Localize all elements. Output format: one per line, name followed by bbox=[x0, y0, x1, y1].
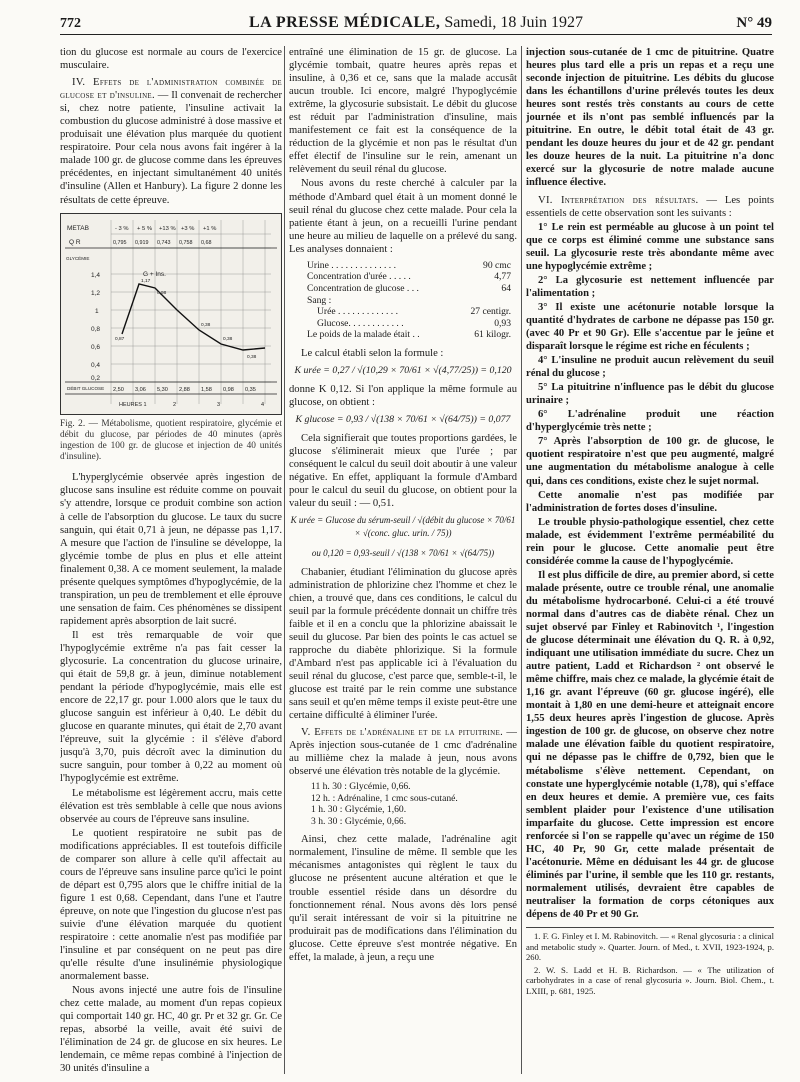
paragraph: tion du glucose est normale au cours de l'exercice musculaire. bbox=[60, 47, 282, 72]
formula-seuil: K urée = Glucose du sérum-seuil / √(débit du glucose × 70/61 × √(conc. gluc. urin. / 75)) bbox=[290, 515, 516, 539]
key-point: 4° L'insuline ne produit aucun relèvement du seuil rénal du glucose ; bbox=[526, 355, 774, 380]
paragraph: entraîné une élimination de 15 gr. de glucose. La glycémie tombait, quatre heures après repas et insuline, à 0,36 et ce, sans que la malade accusât aucun trouble. Ici encore, malgré l'hypoglycémie extrême, la glycosurie subsistait. Le débit du glucose est réduit par l'administration d'insuline, mais manifestement ce fait est la conséquence de la réduction de la glycémie et non pas le résultat d'un effet électif de l'insuline sur le rein, amenant un relèvement du seuil rénal du glucose. bbox=[289, 47, 517, 176]
issue-number: N° 49 bbox=[736, 15, 772, 31]
figure-caption: Fig. 2. — Métabolisme, quotient respiratoire, glycémie et débit du glucose, par périodes de 40 minutes (après ingestion de 100 gr. de glucose et injection de 40 unités d'insuline). bbox=[60, 418, 282, 463]
analysis-row bbox=[307, 329, 517, 341]
point-label: 0,38 bbox=[223, 336, 233, 342]
paragraph: L'hyperglycémie observée après ingestion de glucose sans insuline est réduite comme on pouvait s'y attendre, lorsque ce produit combine son action à celle de l'absorption du glucose. Le taux du sucre sanguin, qui était 0,71 à jeun, ne dépasse pas 1,17. A mesure que l'action de l'insuline se développe, la glycémie tombe de plus en plus et elle atteint finalement 0,38. A ce moment seulement, la malade présente quelques symptômes d'hypoglycémie, de la transpiration, un peu de tremblement et elle éprouve une sensation de faim. Ces phénomènes se dissipent rapidement après absorption de lait sucré. bbox=[60, 472, 282, 627]
paragraph: injection sous-cutanée de 1 cmc de pituitrine. Quatre heures plus tard elle a pris un repas et a reçu une seconde injection de pituitrine. Les débits du glucose dans les échantillons d'urine prélevés toutes les deux heures sont restés très constants au cours de cette journée et ils n'ont pas semblé influencés par la pituitrine. En outre, le débit total était de 43 gr. pendant les douze heures du jour et de 42 gr. pendant les douze heures de la nuit. La pituitrine n'a donc exercé sur la glycosurie de notre malade aucune influence élective. bbox=[526, 47, 774, 189]
section-5 bbox=[289, 726, 517, 778]
column-divider bbox=[521, 46, 522, 1074]
page-header bbox=[60, 12, 772, 35]
figure-svg bbox=[61, 214, 281, 412]
figure-2-chart bbox=[60, 213, 282, 415]
analysis-value: 90 cmc bbox=[483, 259, 511, 271]
y-tick: 1 bbox=[95, 307, 99, 315]
label-metab: METAB bbox=[67, 224, 89, 232]
y-tick: 1,4 bbox=[91, 271, 101, 279]
analyses-list bbox=[307, 260, 517, 341]
formula-urea: K urée = 0,27 / √(10,29 × 70/61 × √(4,77/25)) = 0,120 bbox=[294, 364, 512, 376]
paragraph: Chabanier, étudiant l'élimination du glucose après administration de phlorizine chez l'homme et chez le chien, a trouvé que, dans ces conditions, le calcul du seuil par la formule précédente donnait un chiffre très faible et il en a conclu que la phlorizine abaissait le seuil du glucose. Par bien des points le cas actuel se rapproche du diabète phlorizique. Si la formule d'Ambard n'est pas applicable ici à l'évaluation du seuil rénal du glucose, c'est parce que, semble-t-il, le glucose est traité par le rein comme une substance sans seuil et qu'en même temps il existe peut-être une certaine difficulté à éliminer l'urée. bbox=[289, 566, 517, 722]
paragraph: Ainsi, chez cette malade, l'adrénaline agit normalement, l'insuline de même. Il semble que les mécanismes antagonistes qui règlent le taux du glucose ne présentent aucune altération et que le trouble essentiel réside dans un désordre du fonctionnement rénal. Nous avons dès lors pensé qu'il serait intéressant de voir si la pituitrine ne produirait pas de modifications dans l'élimination du glucose. Cette épreuve s'est montrée négative. En effet, la malade, à jeun, a reçu une bbox=[289, 834, 517, 963]
paragraph: Le métabolisme est légèrement accru, mais cette élévation est très semblable à celle que nous avions observée au cours de l'épreuve sans insuline. bbox=[60, 787, 282, 825]
paragraph: Cela signifierait que toutes proportions gardées, le glucose s'éliminerait mieux que l'urée ; par conséquent le calcul du seuil doit aboutir à une valeur négative. En effet, appliquant la formule d'Ambard pour le calcul du seuil du glucose, on obtient pour la valeur du seuil : — 0,51. bbox=[289, 433, 517, 510]
analysis-label: Concentration de glucose . . . bbox=[307, 282, 419, 294]
qr-value: 0,919 bbox=[135, 239, 149, 246]
analysis-label: Urine . . . . . . . . . . . . . . bbox=[307, 259, 396, 271]
journal-title-line bbox=[60, 14, 772, 32]
analysis-label: Glucose. . . . . . . . . . . . bbox=[317, 317, 404, 329]
analysis-value: 4,77 bbox=[494, 271, 511, 283]
metab-value: +3 % bbox=[181, 225, 195, 232]
paragraph: Le trouble physio-pathologique essentiel, chez cette malade, est évidemment l'extrême perméabilité du rein pour le glucose. Cette anomalie peut être considérée comme la cause de l'hypoglycémie. bbox=[526, 516, 774, 567]
debit-value: 3,06 bbox=[135, 386, 146, 393]
analysis-label: Concentration d'urée . . . . . bbox=[307, 271, 411, 283]
metab-value: + 5 % bbox=[137, 225, 152, 232]
label-glycemie: GLYCÉMIE bbox=[66, 255, 90, 261]
analysis-value: 61 kilogr. bbox=[474, 329, 511, 341]
key-point: 1° Le rein est perméable au glucose à un point tel que ce corps est éliminé comme une substance sans seuil. La glycosurie reste très abondante même avec une hypoglycémie extrême ; bbox=[526, 221, 774, 272]
hour-tick: 4 bbox=[261, 401, 265, 408]
footnote: 2. W. S. Ladd et H. B. Richardson. — « The utilization of carbohydrates in a case of renal glycosuria ». Journ. Biol. Chem., t. LXIII, p. 681, 1925. bbox=[526, 964, 774, 997]
label-qr: Q R bbox=[69, 238, 81, 246]
footnote: 1. F. G. Finley et I. M. Rabinovitch. — « Renal glycosuria : a clinical and metabolic study ». Quarter. Journ. of Med., t. XVII, 1923-1924, p. 260. bbox=[526, 931, 774, 963]
analysis-row bbox=[307, 283, 517, 295]
section-title: V. Effets de l'adrénaline et de la pituitrine. bbox=[301, 727, 504, 739]
label-heures: HEURES 1 bbox=[119, 401, 147, 408]
section-text: — Il convenait de rechercher si, chez notre patiente, l'insuline activait la combustion du glucose administré à dose massive et produisait une élévation plus marquée du quotient respiratoire. Pour cela nous avons fait ingérer à la malade 100 gr. de glucose comme dans les épreuves précédentes, en injectant simultanément 40 unités d'insuline (Allen et Hanbury). La figure 2 donne les résultats de cette épreuve. bbox=[60, 90, 282, 206]
y-tick: 0,8 bbox=[91, 325, 101, 333]
analysis-row bbox=[307, 260, 517, 272]
adrenaline-timeline bbox=[311, 781, 517, 827]
y-tick: 0,6 bbox=[91, 343, 101, 351]
analysis-value: 0,93 bbox=[494, 317, 511, 329]
point-label: 0,38 bbox=[201, 322, 211, 328]
column-divider bbox=[284, 46, 285, 1074]
section-title: IV. Effets de l'administration combinée de glucose et d'insuline. bbox=[60, 77, 282, 102]
key-point: 6° L'adrénaline produit une réaction d'hyperglycémie très nette ; bbox=[526, 409, 774, 434]
debit-value: 0,35 bbox=[245, 386, 256, 393]
section-text: — Après injection sous-cutanée de 1 cmc d'adrénaline au millième chez la malade à jeun, nous avons observé une élévation très notable de la glycémie. bbox=[289, 727, 517, 778]
point-label: 0,38 bbox=[247, 354, 257, 360]
key-point: 3° Il existe une acétonurie notable lorsque la quantité d'hydrates de carbone ne dépasse pas 150 gr. (avec 40 Pr et 90 Gr). Elle s'accentue par le jeûne et disparaît lorsque le régime est riche en féculents ; bbox=[526, 301, 774, 353]
formula-seuil-values: ou 0,120 = 0,93-seuil / √(138 × 70/61 × √(64/75)) bbox=[311, 547, 495, 558]
debit-value: 2,50 bbox=[113, 386, 124, 393]
paragraph: Il est plus difficile de dire, au premier abord, si cette malade présente, outre ce trouble rénal, une anomalie du métabolisme hydrocarboné. Celui-ci a été trouvé normal dans d'autres cas de diabète rénal. Chez un sujet observé par Finley et Rabinovitch ¹, l'ingestion de glucose déterminait une élévation du Q. R. à 0,92, indiquant une utilisation immédiate du sucre. Chez un autre patient, Ladd et Richardson ² ont observé le même chiffre, mais chez ce malade, la glycémie était de 1,16 gr. avant l'épreuve (60 gr. glucose ingéré), elle montait à 1,80 en une demi-heure et atteignait encore 1,55 deux heures après l'ingestion de glucose. Après ingestion de 100 gr. de glucose, on observe chez notre malade une élévation faible du quotient respiratoire, qui ne dépasse pas le chiffre de 0,792, bien que le métabolisme s'élève nettement. Cependant, on constate une hyperglycémie notable (1,78), qui s'efface en deux heures et demie. A première vue, ces faits semblent plaider pour l'existence d'une utilisation imparfaite du glucose. Cette impression est encore renforcée si l'on se rappelle qu'avec un régime de 150 HC, 40 Pr, 90 Gr, cette malade présentait de l'acétonurie. Même en déduisant les 44 gr. de glucose éliminés par l'urine, il semble que les 110 gr. restants, normalement utilisés, devraient être capables de neutraliser la formation de corps cétoniques aux dépens de 40 Pr et 90 Gr. bbox=[526, 569, 774, 921]
timeline-entry: 11 h. 30 : Glycémie, 0,66. bbox=[311, 781, 411, 793]
issue-date: Samedi, 18 Juin 1927 bbox=[444, 14, 583, 31]
metab-value: +13 % bbox=[159, 225, 176, 232]
qr-value: 0,68 bbox=[201, 239, 212, 246]
timeline-entry: 12 h. : Adrénaline, 1 cmc sous-cutané. bbox=[311, 792, 458, 804]
key-point: 2° La glycosurie est nettement influencée par l'alimentation ; bbox=[526, 274, 774, 299]
column-2 bbox=[289, 46, 517, 1074]
analysis-value: 64 bbox=[501, 282, 511, 294]
point-label: 1,17 bbox=[141, 278, 151, 284]
footnotes bbox=[526, 927, 774, 997]
analysis-row bbox=[307, 318, 517, 330]
section-6 bbox=[526, 194, 774, 220]
qr-value: 0,758 bbox=[179, 239, 193, 246]
paragraph: Nous avons du reste cherché à calculer par la méthode d'Ambard quel était à un moment donné le seuil rénal du glucose chez cette malade. Pour cela la patiente étant à jeun, on a recueilli l'urine pendant une heure au milieu de laquelle on a prélevé du sang. Les analyses donnaient : bbox=[289, 178, 517, 255]
debit-value: 0,98 bbox=[223, 386, 234, 393]
point-label: 0,87 bbox=[115, 336, 125, 342]
y-tick: 1,2 bbox=[91, 289, 101, 297]
paragraph: donne K 0,12. Si l'on applique la même formule au glucose, on obtient : bbox=[289, 384, 517, 409]
qr-value: 0,795 bbox=[113, 239, 127, 246]
page-number: 772 bbox=[60, 16, 81, 31]
metab-value: - 3 % bbox=[115, 225, 129, 232]
paragraph: Cette anomalie n'est pas modifiée par l'administration de fortes doses d'insuline. bbox=[526, 489, 774, 514]
label-debit: DÉBIT GLUCOSE bbox=[67, 385, 105, 391]
analysis-label: Sang : bbox=[307, 294, 332, 306]
metab-value: +1 % bbox=[203, 225, 217, 232]
column-3 bbox=[526, 46, 774, 1074]
key-point: 5° La pituitrine n'influence pas le débit du glucose urinaire ; bbox=[526, 382, 774, 407]
y-tick: 0,2 bbox=[91, 374, 101, 382]
hour-tick: 2 bbox=[173, 401, 177, 408]
qr-value: 0,743 bbox=[157, 239, 171, 246]
analysis-row bbox=[307, 295, 517, 307]
paragraph: Le quotient respiratoire ne subit pas de modifications appréciables. Il est toutefois difficile de comparer son allure à celle qu'il affectait au cours de l'épreuve sans insuline parce qu'ici le point de départ est 0,795 alors que le chiffre initial de la figure 1 est 0,68. Cependant, dans l'une et l'autre épreuve, on note que l'ingestion du glucose n'est pas suivie d'une élévation marquée du quotient respiratoire : cette anomalie n'est pas modifiée par l'insuline et par conséquent on ne peut pas dire qu'elle résulte d'une insulinémie physiologique anormalement basse. bbox=[60, 827, 282, 983]
section-4 bbox=[60, 76, 282, 206]
section-title: VI. Interprétation des résultats. bbox=[538, 194, 699, 206]
analysis-row bbox=[307, 306, 517, 318]
key-points bbox=[526, 221, 774, 921]
key-point: 7° Après l'absorption de 100 gr. de glucose, le quotient respiratoire n'est que peu augmenté, malgré une augmentation du métabolisme analogue à celle qui, dans ces conditions, existe chez le sujet normal. bbox=[526, 436, 774, 487]
y-tick: 0,4 bbox=[91, 361, 101, 369]
column-1 bbox=[60, 46, 282, 1074]
point-label: 0,98 bbox=[157, 290, 167, 296]
timeline-entry: 3 h. 30 : Glycémie, 0,66. bbox=[311, 815, 407, 827]
hour-tick: 3 bbox=[217, 401, 221, 408]
section-text: — Les points essentiels de cette observation sont les suivants : bbox=[526, 194, 774, 219]
legend-g-ins: G + Ins. bbox=[143, 270, 166, 278]
analysis-label: Le poids de la malade était . . bbox=[307, 329, 420, 341]
paragraph: Nous avons injecté une autre fois de l'insuline chez cette malade, au moment d'un repas copieux qui comportait 140 gr. HC, 40 gr. Pr et 32 gr. Gr. Ce repas, absorbé la veille, avait été suivi de l'élimination de 24 gr. de glucose en six heures. Le lendemain, ce même repas combiné à l'injection de 30 unités d'insuline a bbox=[60, 985, 282, 1074]
formula-glucose: K glucose = 0,93 / √(138 × 70/61 × √(64/75)) = 0,077 bbox=[295, 414, 511, 426]
analysis-row bbox=[307, 271, 517, 283]
debit-value: 1,58 bbox=[201, 386, 212, 393]
journal-title: LA PRESSE MÉDICALE, bbox=[249, 14, 441, 31]
paragraph: Le calcul établi selon la formule : bbox=[301, 347, 444, 359]
analysis-label: Urée . . . . . . . . . . . . . bbox=[317, 306, 398, 318]
debit-value: 5,30 bbox=[157, 386, 168, 393]
paragraph: Il est très remarquable de voir que l'hypoglycémie extrême n'a pas fait cesser la glycosurie. La concentration du glucose urinaire, qui était de 59,8 gr. à jeun, diminue notablement pendant la période d'hypoglycémie, mais elle est encore de 22,17 gr. pour 1.000 alors que le taux du glucose sanguin est inférieur à 0,40. Le débit du glucose en quarante minutes, qui était de 2,70 avant l'épreuve, suit la glycémie : il s'élève d'abord jusqu'à 3,70, puis décroît avec la diminution du sucre sanguin, pour tomber à 0,22 au moment où l'hypoglycémie est extrême. bbox=[60, 629, 282, 785]
analysis-value: 27 centigr. bbox=[470, 306, 511, 318]
timeline-entry: 1 h. 30 : Glycémie, 1,60. bbox=[311, 804, 407, 816]
debit-value: 2,88 bbox=[179, 386, 190, 393]
glycemia-curve bbox=[122, 284, 265, 350]
